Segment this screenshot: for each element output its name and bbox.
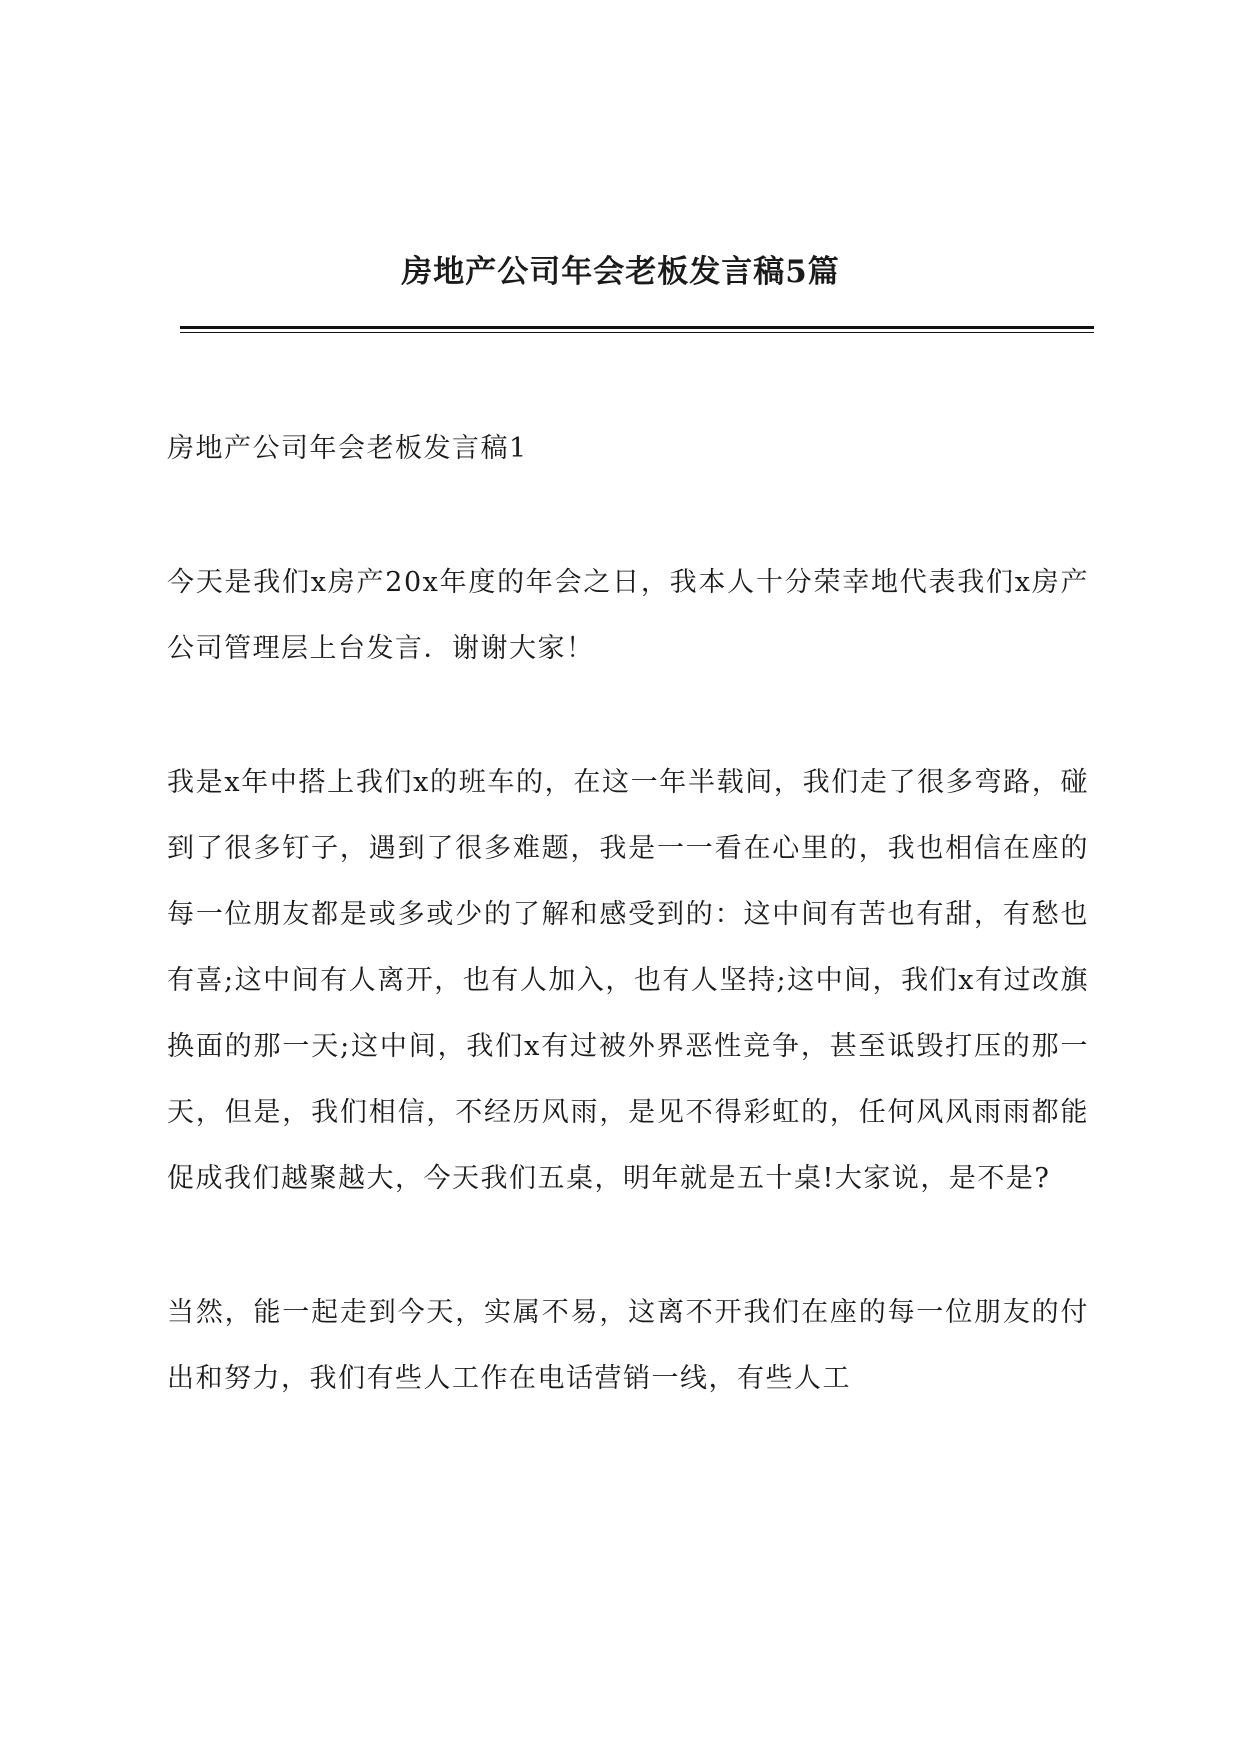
paragraph-opening: 今天是我们x房产20x年度的年会之日，我本人十分荣幸地代表我们x房产公司管理层上台发言．谢谢大家！ (167, 567, 1089, 664)
paragraph-thanks: 当然，能一起走到今天，实属不易，这离不开我们在座的每一位朋友的付出和努力，我们有些人工作在电话营销一线，有些人工 (167, 1297, 1089, 1394)
section-heading: 房地产公司年会老板发言稿1 (167, 433, 528, 464)
document-title: 房地产公司年会老板发言稿5篇 (401, 254, 840, 290)
document-body (167, 416, 1089, 1412)
paragraph-spacer (167, 682, 1089, 750)
title-divider-thin (180, 332, 1094, 333)
paragraph-spacer (167, 1212, 1089, 1280)
title-divider-thick (180, 326, 1094, 329)
paragraph-journey: 我是x年中搭上我们x的班车的，在这一年半载间，我们走了很多弯路，碰到了很多钉子，遇到了很多难题，我是一一看在心里的，我也相信在座的每一位朋友都是或多或少的了解和感受到的：这中间有苦也有甜，有愁也有喜;这中间有人离开，也有人加入，也有人坚持;这中间，我们x有过改旗换面的那一天;这中间，我们x有过被外界恶性竞争，甚至诋毁打压的那一天，但是，我们相信，不经历风雨，是见不得彩虹的，任何风风雨雨都能促成我们越聚越大，今天我们五桌，明年就是五十桌!大家说，是不是? (167, 767, 1089, 1194)
paragraph-spacer (167, 482, 1089, 550)
